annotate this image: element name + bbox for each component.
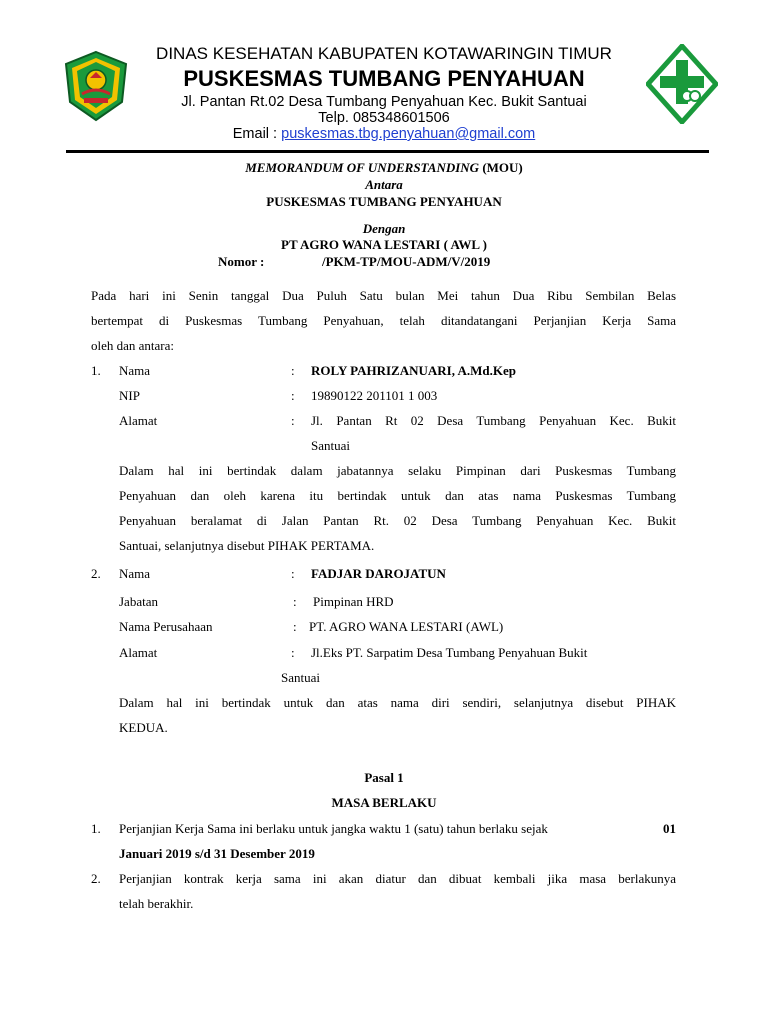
nomor-value: /PKM-TP/MOU-ADM/V/2019	[322, 254, 491, 269]
second-party-name: PT AGRO WANA LESTARI ( AWL )	[281, 237, 487, 252]
party-two-name-sep: :	[291, 566, 295, 581]
intro-line: bertempat di Puskesmas Tumbang Penyahuan, telah ditandatangani Perjanjian Kerja Sama	[91, 313, 676, 328]
mou-title	[0, 160, 768, 176]
email-line	[0, 126, 768, 142]
party-one-address-sep: :	[291, 413, 295, 428]
party-two-address-sep: :	[291, 645, 295, 660]
email-link[interactable]: puskesmas.tbg.penyahuan@gmail.com	[281, 126, 536, 142]
pasal-item-date-range: Januari 2019 s/d 31 Desember 2019	[119, 846, 315, 861]
dengan-label: Dengan	[362, 221, 406, 236]
mou-title-italic: MEMORANDUM OF UNDERSTANDING	[245, 160, 480, 175]
first-party-name: PUSKESMAS TUMBANG PENYAHUAN	[266, 194, 502, 209]
party-two-address-label: Alamat	[119, 645, 158, 660]
party-two-number: 2.	[91, 566, 101, 581]
email-label: Email :	[232, 126, 278, 142]
antara-label: Antara	[365, 177, 403, 192]
party-one-desc-line: Penyahuan dan oleh karena itu bertindak untuk dan atas nama Puskesmas Tumbang	[119, 488, 676, 503]
party-one-name-sep: :	[291, 363, 295, 378]
party-one-nip-value: 19890122 201101 1 003	[311, 388, 438, 403]
party-one-address-value: Jl. Pantan Rt 02 Desa Tumbang Penyahuan Kec. Bukit	[311, 413, 676, 428]
party-one-name-label: Nama	[119, 363, 151, 378]
clinic-name: PUSKESMAS TUMBANG PENYAHUAN	[183, 66, 585, 91]
party-one-name-value: ROLY PAHRIZANUARI, A.Md.Kep	[311, 363, 517, 378]
intro-line: Pada hari ini Senin tanggal Dua Puluh Satu bulan Mei tahun Dua Ribu Sembilan Belas	[91, 288, 676, 303]
intro-line: oleh dan antara:	[91, 338, 175, 353]
nomor-label: Nomor :	[218, 254, 265, 269]
party-one-nip-label: NIP	[119, 388, 140, 403]
pasal-heading: Pasal 1	[364, 770, 404, 785]
party-two-position-label: Jabatan	[119, 594, 158, 609]
party-two-desc-line: Dalam hal ini bertindak untuk dan atas nama diri sendiri, selanjutnya disebut PIHAK	[119, 695, 676, 710]
party-two-address-value: Jl.Eks PT. Sarpatim Desa Tumbang Penyahuan Bukit	[311, 645, 588, 660]
party-two-name-value: FADJAR DAROJATUN	[311, 566, 446, 581]
party-two-company-value: PT. AGRO WANA LESTARI (AWL)	[309, 619, 504, 634]
letterhead-divider	[66, 150, 709, 153]
party-two-address-value-cont: Santuai	[281, 670, 320, 685]
party-one-address-value-cont: Santuai	[311, 438, 350, 453]
pasal-item-number: 2.	[91, 871, 101, 886]
party-two-desc-line: KEDUA.	[119, 720, 168, 735]
party-two-company-sep: :	[293, 619, 297, 634]
party-two-position-sep: :	[293, 594, 297, 609]
pasal-item-number: 1.	[91, 821, 101, 836]
pasal-item-text: telah berakhir.	[119, 896, 194, 911]
pasal-subheading: MASA BERLAKU	[331, 795, 437, 810]
party-one-desc-line: Santuai, selanjutnya disebut PIHAK PERTAMA.	[119, 538, 375, 553]
clinic-phone: Telp. 085348601506	[318, 110, 450, 126]
agency-name: DINAS KESEHATAN KABUPATEN KOTAWARINGIN TIMUR	[156, 44, 612, 63]
party-two-position-value: Pimpinan HRD	[313, 594, 394, 609]
mou-title-abbrev: (MOU)	[482, 160, 523, 175]
clinic-address: Jl. Pantan Rt.02 Desa Tumbang Penyahuan Kec. Bukit Santuai	[181, 94, 587, 110]
party-one-desc-line: Penyahuan beralamat di Jalan Pantan Rt. 02 Desa Tumbang Penyahuan Kec. Bukit	[119, 513, 676, 528]
party-two-name-label: Nama	[119, 566, 151, 581]
pasal-item-line	[119, 816, 676, 841]
party-one-nip-sep: :	[291, 388, 295, 403]
pasal-item-text: Perjanjian Kerja Sama ini berlaku untuk jangka waktu 1 (satu) tahun berlaku sejak	[119, 821, 548, 836]
party-one-address-label: Alamat	[119, 413, 158, 428]
pasal-item-date-start: 01	[663, 821, 676, 836]
party-two-company-label: Nama Perusahaan	[119, 619, 213, 634]
pasal-item-text: Perjanjian kontrak kerja sama ini akan diatur dan dibuat kembali jika masa berlakunya	[119, 871, 676, 886]
party-one-number: 1.	[91, 363, 101, 378]
party-one-desc-line: Dalam hal ini bertindak dalam jabatannya selaku Pimpinan dari Puskesmas Tumbang	[119, 463, 676, 478]
